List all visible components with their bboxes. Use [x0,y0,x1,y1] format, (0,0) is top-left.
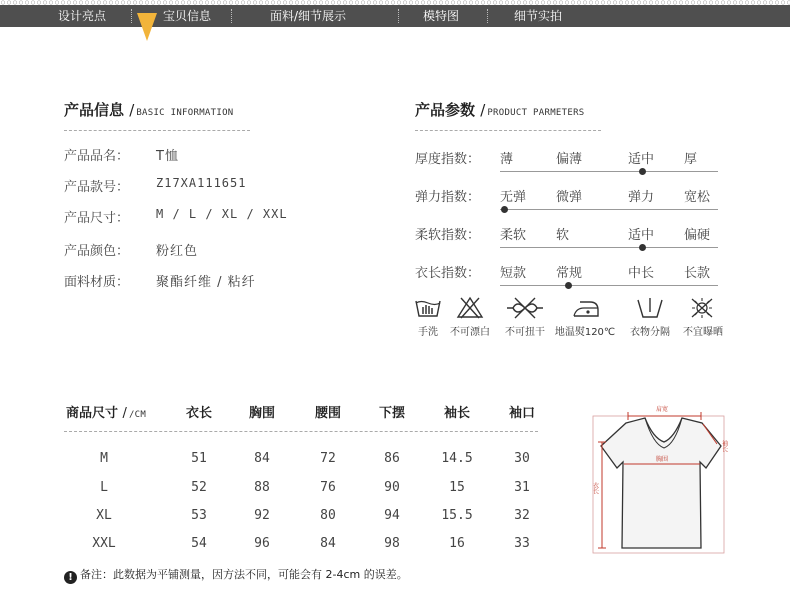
size-table-title: 商品尺寸 / /CM [66,406,147,421]
size-row-label: XL [96,508,112,523]
divider [415,130,601,131]
size-cell: 33 [514,536,530,551]
size-cell: 52 [191,480,207,495]
param-label: 弹力指数： [415,190,481,205]
param-scale-line [500,285,718,286]
care-label-no-sun: 不宜曝晒 [683,327,723,338]
product-info-title: 产品信息 / BASIC INFORMATION [64,101,234,119]
size-cell: 94 [384,508,400,523]
param-option: 薄 [500,152,514,167]
size-cell: 84 [320,536,336,551]
info-label-size: 产品尺寸： [64,211,130,226]
wash-separately-icon [636,296,664,320]
divider [64,130,250,131]
care-label-no-wring: 不可扭干 [505,327,545,338]
no-sun-icon [688,296,716,320]
param-option: 常规 [556,266,583,281]
no-wring-icon [505,296,545,320]
size-col-chest: 胸围 [248,406,276,421]
info-label-material: 面料材质： [64,275,130,290]
care-label-wash-separately: 衣物分隔 [630,327,670,338]
size-cell: 15 [449,480,465,495]
size-cell: 51 [191,451,207,466]
size-cell: 54 [191,536,207,551]
size-col-waist: 腰围 [314,406,342,421]
size-cell: 98 [384,536,400,551]
param-label: 柔软指数： [415,228,481,243]
label-sleeve: 袖长 [720,440,728,452]
info-value-material: 聚酯纤维 / 粘纤 [156,275,256,290]
info-label-name: 产品品名： [64,149,130,164]
param-selected-dot [639,244,646,251]
size-cell: 15.5 [441,508,473,523]
size-cell: 30 [514,451,530,466]
param-option: 无弹 [500,190,527,205]
product-params-title: 产品参数 / PRODUCT PARMETERS [415,101,585,119]
nav-separator [131,9,132,23]
product-params-subtitle: PRODUCT PARMETERS [487,108,585,118]
label-chest: 胸围 [656,456,669,463]
size-cell: 32 [514,508,530,523]
param-selected-dot [565,282,572,289]
param-scale-line [500,247,718,248]
info-value-name: T恤 [156,149,179,164]
size-cell: 92 [254,508,270,523]
size-cell: 86 [384,451,400,466]
size-cell: 88 [254,480,270,495]
no-bleach-icon [456,296,484,320]
nav-separator [231,9,232,23]
size-table-unit: /CM [128,410,147,420]
nav-item-model[interactable]: 模特图 [423,9,460,23]
nav-item-info[interactable]: 宝贝信息 [163,9,212,23]
param-option: 柔软 [500,228,527,243]
care-label-no-bleach: 不可漂白 [450,327,490,338]
nav-item-fabric[interactable]: 面料/细节展示 [270,9,347,23]
nav-item-design[interactable]: 设计亮点 [58,9,107,23]
measurement-note: ! 备注：此数据为平铺测量，因方法不同，可能会有 2-4cm 的误差。 [64,566,408,584]
size-cell: 53 [191,508,207,523]
param-scale-line [500,171,718,172]
param-selected-dot [501,206,508,213]
size-cell: 76 [320,480,336,495]
nav-bar [0,5,790,27]
param-selected-dot [639,168,646,175]
param-option: 短款 [500,266,527,281]
info-label-color: 产品颜色： [64,244,130,259]
low-iron-icon [572,296,600,320]
info-label-style: 产品款号： [64,180,130,195]
size-col-sleeve-length: 袖长 [443,406,471,421]
nav-item-detail[interactable]: 细节实拍 [514,9,563,23]
nav-active-marker [137,13,157,41]
param-option: 微弹 [556,190,583,205]
size-row-label: XXL [92,536,116,551]
param-label: 厚度指数： [415,152,481,167]
size-col-hem: 下摆 [378,406,406,421]
nav-separator [487,9,488,23]
param-option: 中长 [628,266,655,281]
size-cell: 14.5 [441,451,473,466]
param-scale-line [500,209,718,210]
info-value-color: 粉红色 [156,244,199,259]
param-option: 弹力 [628,190,655,205]
size-row-label: L [100,480,108,495]
param-option: 偏硬 [684,228,711,243]
info-value-style: Z17XA111651 [156,176,247,190]
label-shoulder: 肩宽 [656,406,669,413]
size-cell: 90 [384,480,400,495]
size-cell: 96 [254,536,270,551]
hand-wash-icon [414,296,442,320]
param-option: 厚 [684,152,698,167]
param-option: 适中 [628,228,655,243]
size-cell: 84 [254,451,270,466]
param-option: 长款 [684,266,711,281]
param-option: 软 [556,228,570,243]
exclamation-icon: ! [64,571,77,584]
param-option: 适中 [628,152,655,167]
divider [64,431,538,432]
size-row-label: M [100,451,108,466]
nav-separator [398,9,399,23]
param-label: 衣长指数： [415,266,481,281]
size-cell: 80 [320,508,336,523]
size-cell: 16 [449,536,465,551]
t-shirt-outline [601,418,721,548]
care-label-low-iron: 地温熨120℃ [554,327,616,338]
care-label-hand-wash: 手洗 [418,327,438,338]
label-length: 衣长 [591,482,599,494]
size-cell: 72 [320,451,336,466]
param-option: 宽松 [684,190,711,205]
param-option: 偏薄 [556,152,583,167]
garment-measurement-diagram [590,402,735,557]
product-info-subtitle: BASIC INFORMATION [136,108,234,118]
size-col-cuff: 袖口 [508,406,536,421]
size-col-length: 衣长 [185,406,213,421]
info-value-size: M / L / XL / XXL [156,207,288,221]
size-cell: 31 [514,480,530,495]
